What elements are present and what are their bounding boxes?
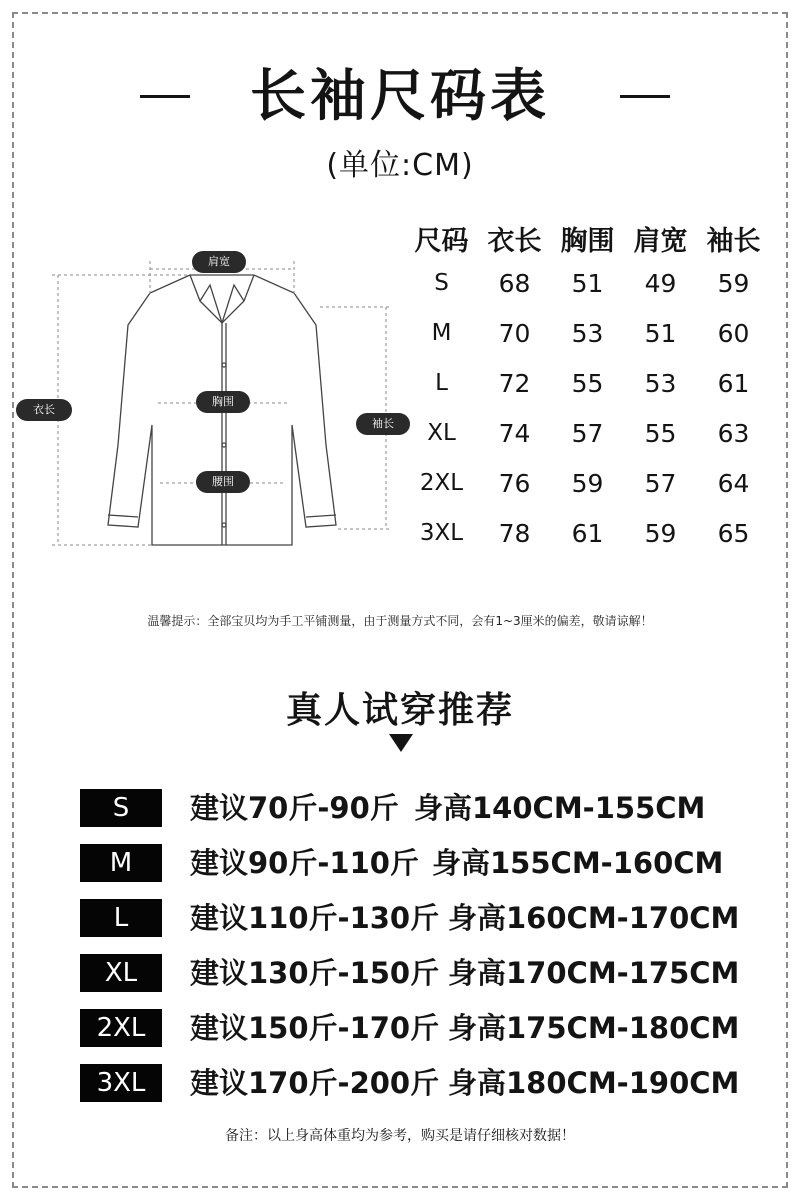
size-badge: S <box>80 789 162 827</box>
size-badge: XL <box>80 954 162 992</box>
height-range: 身高140CM-155CM <box>414 791 706 825</box>
height-range: 身高175CM-180CM <box>448 1011 740 1045</box>
height-range: 身高160CM-170CM <box>448 901 740 935</box>
weight-range: 建议150斤-170斤 <box>190 1011 440 1045</box>
table-cell: L <box>435 370 448 396</box>
size-badge: 3XL <box>80 1064 162 1102</box>
title-row <box>0 62 800 132</box>
table-cell: 60 <box>717 318 750 348</box>
table-cell: 53 <box>571 318 604 348</box>
table-cell: 51 <box>644 318 677 348</box>
weight-range: 建议130斤-150斤 <box>190 956 440 990</box>
table-row <box>405 308 770 358</box>
table-cell: S <box>434 270 449 296</box>
size-badge: L <box>80 899 162 937</box>
unit-label: (单位:CM) <box>326 148 474 183</box>
weight-range: 建议90斤-110斤 <box>190 846 419 880</box>
table-cell: 2XL <box>419 470 464 496</box>
table-cell: 76 <box>498 468 531 498</box>
table-header: 尺码 <box>414 225 469 257</box>
table-header: 胸围 <box>560 225 615 257</box>
table-cell: 57 <box>571 418 604 448</box>
table-header: 衣长 <box>487 225 542 257</box>
down-arrow-icon <box>389 734 413 752</box>
table-cell: 65 <box>717 518 750 548</box>
table-row <box>405 508 770 558</box>
table-cell: 61 <box>717 368 750 398</box>
title-dash-right <box>620 95 670 98</box>
weight-range: 建议70斤-90斤 <box>190 791 399 825</box>
footnote: 备注：以上身高体重均为参考，购买是请仔细核对数据！ <box>225 1128 575 1144</box>
table-cell: 55 <box>571 368 604 398</box>
table-row <box>405 258 770 308</box>
table-cell: 68 <box>498 268 531 298</box>
height-range: 身高155CM-160CM <box>432 846 724 880</box>
table-cell: 59 <box>571 468 604 498</box>
size-badge: 2XL <box>80 1009 162 1047</box>
table-cell: 61 <box>571 518 604 548</box>
table-cell: 49 <box>644 268 677 298</box>
table-row <box>405 458 770 508</box>
table-cell: 59 <box>717 268 750 298</box>
table-cell: 57 <box>644 468 677 498</box>
table-cell: 78 <box>498 518 531 548</box>
table-cell: 70 <box>498 318 531 348</box>
table-cell: M <box>431 320 452 346</box>
recommend-title: 真人试穿推荐 <box>285 690 514 731</box>
shoulder-tag: 肩宽 <box>192 251 246 273</box>
table-row <box>405 358 770 408</box>
table-header-row <box>405 218 770 258</box>
measurement-tip: 温馨提示：全部宝贝均为手工平铺测量，由于测量方式不同，会有1~3厘米的偏差，敬请谅解！ <box>147 614 653 628</box>
table-cell: 53 <box>644 368 677 398</box>
chest-tag: 胸围 <box>196 391 250 413</box>
size-table <box>405 218 770 558</box>
weight-range: 建议170斤-200斤 <box>190 1066 440 1100</box>
height-range: 身高170CM-175CM <box>448 956 740 990</box>
size-badge: M <box>80 844 162 882</box>
table-row <box>405 408 770 458</box>
table-cell: XL <box>427 420 456 446</box>
table-cell: 59 <box>644 518 677 548</box>
table-cell: 74 <box>498 418 531 448</box>
page-title: 长袖尺码表 <box>250 64 550 129</box>
table-cell: 72 <box>498 368 531 398</box>
waist-tag: 腰围 <box>196 471 250 493</box>
table-cell: 3XL <box>419 520 464 546</box>
shirt-diagram <box>33 245 400 565</box>
sleeve-tag: 袖长 <box>356 413 410 435</box>
table-cell: 64 <box>717 468 750 498</box>
table-header: 袖长 <box>706 225 761 257</box>
table-cell: 63 <box>717 418 750 448</box>
weight-range: 建议110斤-130斤 <box>190 901 440 935</box>
height-range: 身高180CM-190CM <box>448 1066 740 1100</box>
table-header: 肩宽 <box>633 225 688 257</box>
length-tag: 衣长 <box>16 399 72 421</box>
table-cell: 51 <box>571 268 604 298</box>
table-cell: 55 <box>644 418 677 448</box>
